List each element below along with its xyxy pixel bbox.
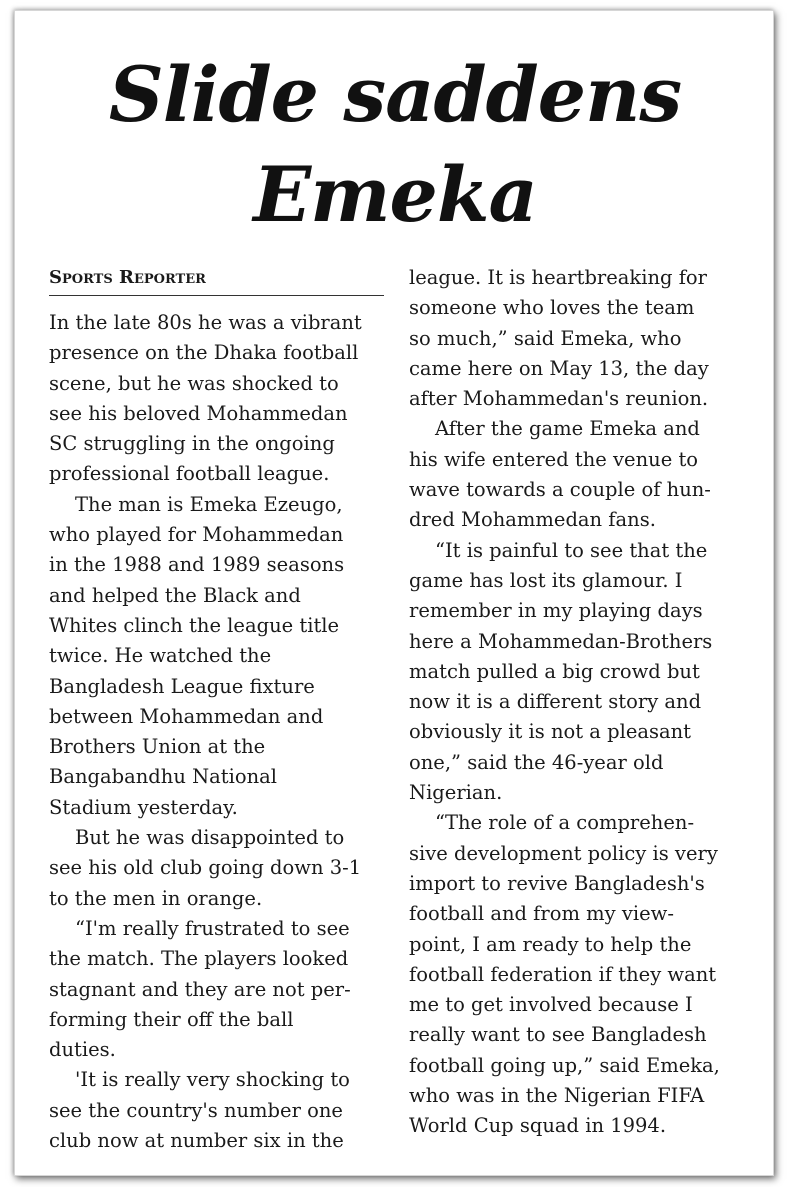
text-line: Whites clinch the league title [49, 613, 340, 637]
text-line: “The role of a comprehen- [435, 811, 695, 835]
text-line: football federation if they want [409, 962, 717, 986]
text-line: duties. [49, 1038, 116, 1062]
text-line: after Mohammedan's reunion. [409, 387, 709, 411]
text-line: now it is a different story and [409, 690, 702, 714]
text-line: stagnant and they are not per- [49, 977, 351, 1001]
text-line: between Mohammedan and [49, 704, 324, 728]
text-line: one,” said the 46-year old [409, 750, 664, 774]
text-line: football going up,” said Emeka, [409, 1053, 720, 1077]
text-line: someone who loves the team [409, 296, 695, 320]
text-line: me to get involved because I [409, 993, 693, 1017]
text-line: see his beloved Mohammedan [49, 401, 348, 425]
text-line: game has lost its glamour. I [409, 568, 683, 592]
text-line: came here on May 13, the day [409, 356, 709, 380]
text-line: forming their off the ball [49, 1007, 294, 1031]
text-line: his wife entered the venue to [409, 447, 699, 471]
text-line: World Cup squad in 1994. [409, 1114, 667, 1138]
text-line: Bangabandhu National [49, 765, 278, 789]
right-column [409, 263, 749, 1142]
text-line: “It is painful to see that the [435, 538, 708, 562]
text-line: who was in the Nigerian FIFA [409, 1084, 705, 1108]
byline: Sports Reporter [49, 263, 384, 296]
headline-line-2: Emeka [253, 150, 537, 239]
text-line: in the 1988 and 1989 seasons [49, 553, 345, 577]
text-line: so much,” said Emeka, who [409, 326, 682, 350]
text-line: Brothers Union at the [49, 735, 266, 759]
text-line: to the men in orange. [49, 886, 263, 910]
text-line: here a Mohammedan-Brothers [409, 629, 713, 653]
text-line: remember in my playing days [409, 599, 703, 623]
text-line: dred Mohammedan fans. [409, 508, 656, 532]
text-line: league. It is heartbreaking for [409, 266, 707, 289]
text-line: professional football league. [49, 462, 330, 486]
text-line: 'It is really very shocking to [75, 1068, 350, 1092]
text-line: the match. The players looked [49, 947, 349, 971]
text-line: and helped the Black and [49, 583, 301, 607]
text-line: “I'm really frustrated to see [75, 916, 350, 940]
text-line: see his old club going down 3-1 [49, 856, 362, 880]
text-line: Stadium yesterday. [49, 795, 238, 819]
headline-line-1: Slide saddens [108, 50, 682, 139]
text-line: twice. He watched the [49, 644, 272, 668]
text-line: point, I am ready to help the [409, 932, 692, 956]
text-line: really want to see Bangladesh [409, 1023, 707, 1047]
text-line: But he was disappointed to [75, 826, 345, 850]
text-line: presence on the Dhaka football [49, 341, 359, 365]
text-line: wave towards a couple of hun- [409, 478, 711, 502]
text-line: The man is Emeka Ezeugo, [75, 492, 343, 516]
text-line: In the late 80s he was a vibrant [49, 311, 362, 334]
article-clipping [14, 10, 774, 1176]
headline [15, 45, 775, 245]
text-line: import to revive Bangladesh's [409, 871, 705, 895]
text-line: who played for Mohammedan [49, 523, 344, 547]
text-line: obviously it is not a pleasant [409, 720, 692, 744]
text-line: After the game Emeka and [435, 417, 700, 441]
left-column [49, 263, 384, 1156]
text-line: sive development policy is very [409, 841, 718, 865]
text-line: SC struggling in the ongoing [49, 432, 335, 456]
text-line: scene, but he was shocked to [49, 371, 339, 395]
text-line: club now at number six in the [49, 1129, 344, 1153]
text-line: football and from my view- [409, 902, 674, 926]
text-line: match pulled a big crowd but [409, 659, 700, 683]
text-line: Nigerian. [409, 781, 503, 805]
text-line: Bangladesh League fixture [49, 674, 315, 698]
text-line: see the country's number one [49, 1098, 343, 1122]
